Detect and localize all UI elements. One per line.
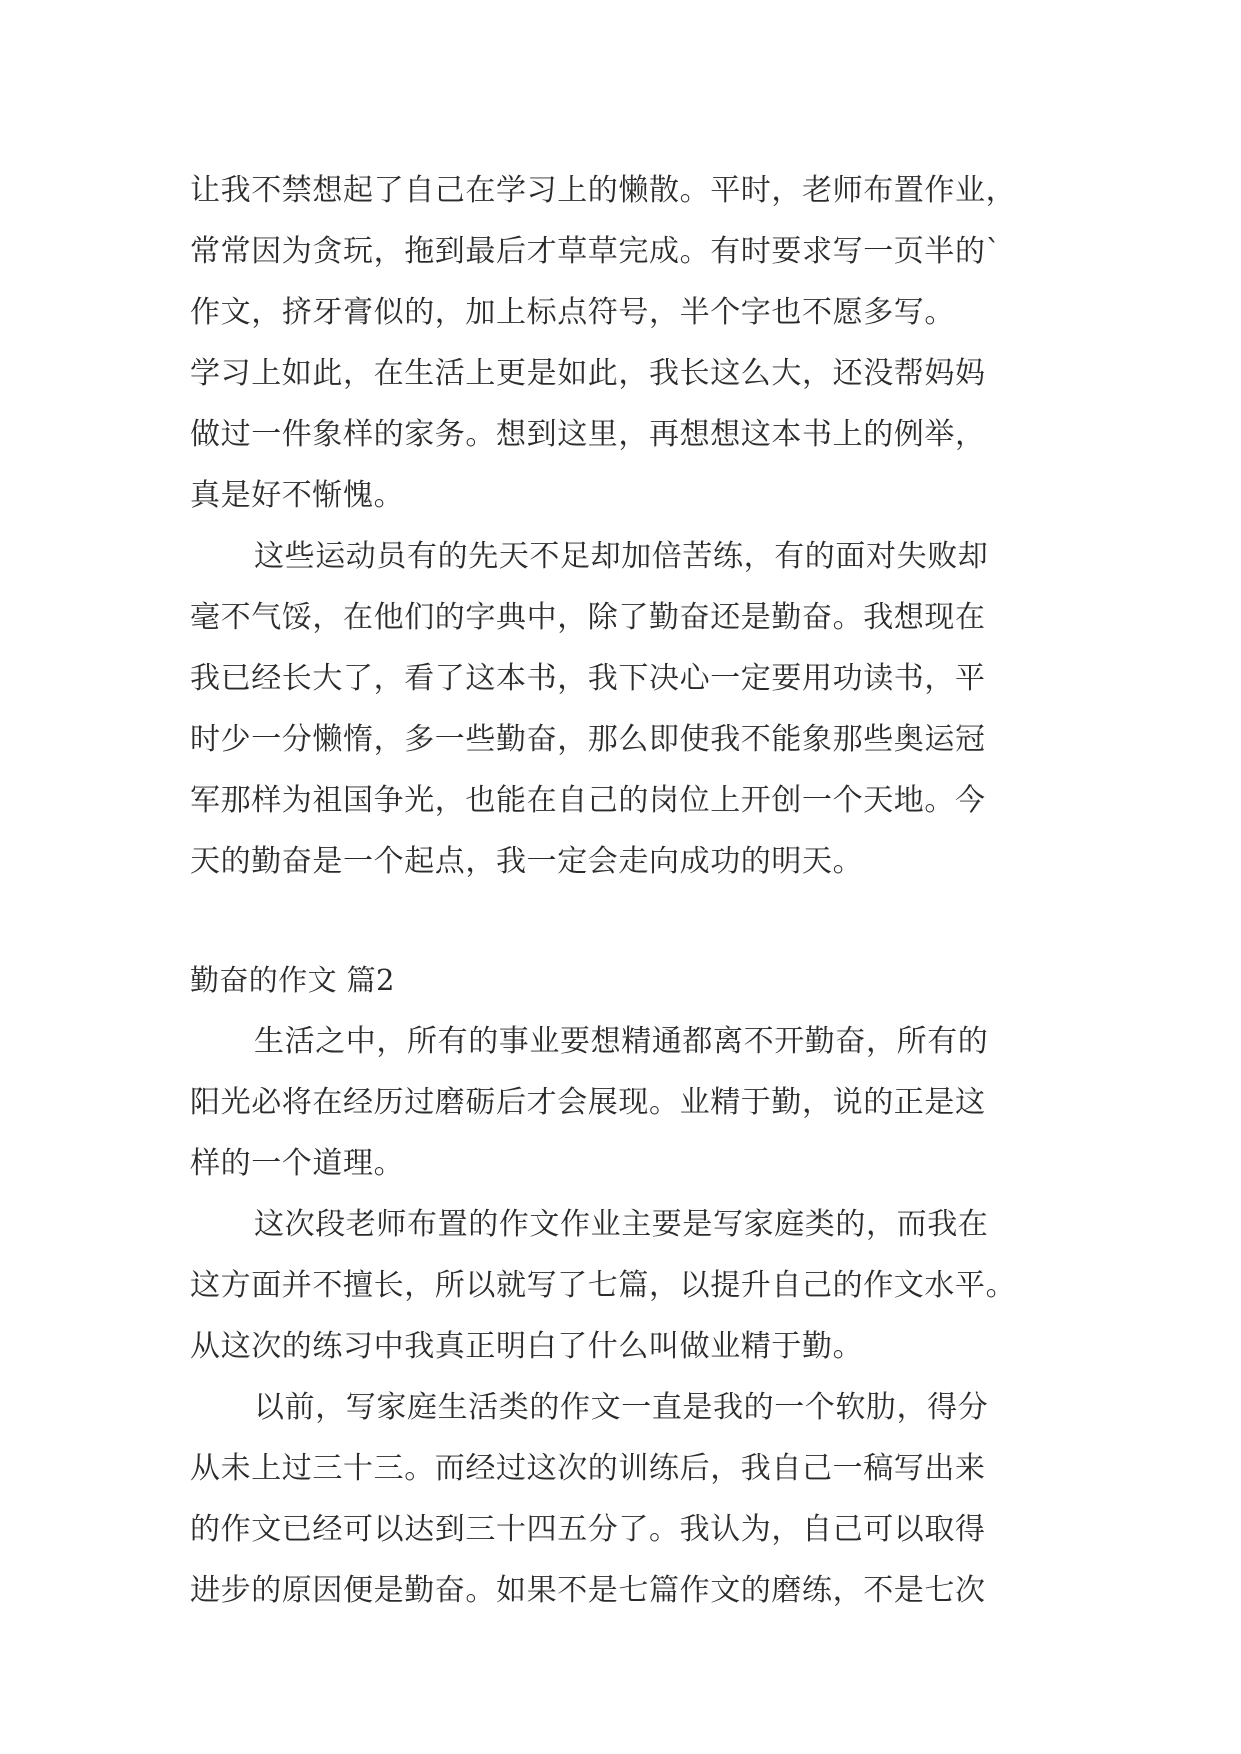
- paragraph: [190, 1194, 1060, 1377]
- paragraph: [190, 1011, 1060, 1194]
- document-body: [190, 160, 1060, 1621]
- text-line: 以前，写家庭生活类的作文一直是我的一个软肋，得分: [254, 1390, 989, 1425]
- text-line: 进步的原因便是勤奋。如果不是七篇作文的磨练，不是七次: [190, 1573, 986, 1608]
- text-line: 常常因为贪玩，拖到最后才草草完成。有时要求写一页半的`: [190, 234, 1002, 269]
- section-heading: 勤奋的作文 篇2: [190, 963, 395, 997]
- text-line: 阳光必将在经历过磨砺后才会展现。业精于勤，说的正是这: [190, 1085, 986, 1120]
- text-line: 这方面并不擅长，所以就写了七篇，以提升自己的作文水平。: [190, 1268, 1017, 1303]
- text-line: 真是好不惭愧。: [190, 478, 405, 513]
- text-line: 学习上如此，在生活上更是如此，我长这么大，还没帮妈妈: [190, 356, 986, 391]
- paragraph: [190, 526, 1060, 892]
- paragraph: [190, 160, 1060, 526]
- text-line: 毫不气馁，在他们的字典中，除了勤奋还是勤奋。我想现在: [190, 600, 986, 635]
- text-line: 的作文已经可以达到三十四五分了。我认为，自己可以取得: [190, 1512, 986, 1547]
- text-line: 从未上过三十三。而经过这次的训练后，我自己一稿写出来: [190, 1451, 986, 1486]
- text-line: 时少一分懒惰，多一些勤奋，那么即使我不能象那些奥运冠: [190, 722, 986, 757]
- text-line: 我已经长大了，看了这本书，我下决心一定要用功读书，平: [190, 661, 986, 696]
- text-line: 这些运动员有的先天不足却加倍苦练，有的面对失败却: [254, 539, 989, 574]
- text-line: 做过一件象样的家务。想到这里，再想想这本书上的例举，: [190, 417, 986, 452]
- text-line: 生活之中，所有的事业要想精通都离不开勤奋，所有的: [254, 1024, 989, 1059]
- text-line: 从这次的练习中我真正明白了什么叫做业精于勤。: [190, 1329, 864, 1364]
- text-line: 天的勤奋是一个起点，我一定会走向成功的明天。: [190, 844, 864, 879]
- paragraph: [190, 1377, 1060, 1621]
- section-spacer: [190, 892, 1060, 950]
- text-line: 让我不禁想起了自己在学习上的懒散。平时，老师布置作业，: [190, 173, 1017, 208]
- text-line: 样的一个道理。: [190, 1146, 405, 1181]
- text-line: 作文，挤牙膏似的，加上标点符号，半个字也不愿多写。: [190, 295, 955, 330]
- text-line: 这次段老师布置的作文作业主要是写家庭类的，而我在: [254, 1207, 989, 1242]
- text-line: 军那样为祖国争光，也能在自己的岗位上开创一个天地。今: [190, 783, 986, 818]
